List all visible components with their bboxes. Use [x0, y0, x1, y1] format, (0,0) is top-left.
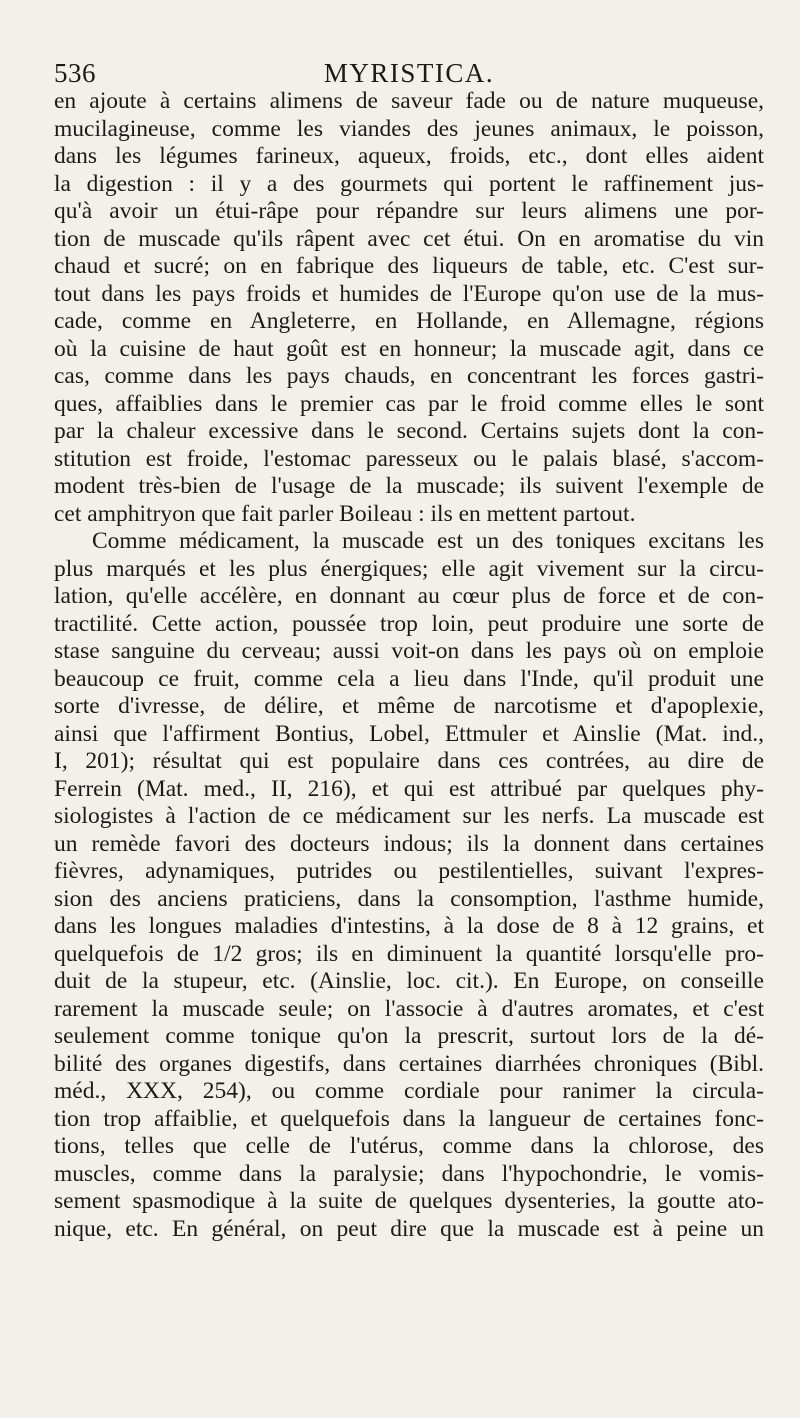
text-line: méd., XXX, 254), ou comme cordiale pour ranimer la circula-	[54, 1078, 764, 1104]
text-line: plus marqués et les plus énergiques; elle agit vivement sur la circu-	[54, 555, 764, 582]
text-line: modent très-bien de l'usage de la muscade; ils suivent l'exemple de	[54, 473, 764, 499]
text-line: Ferrein (Mat. med., II, 216), et qui est attribué par quelques phy-	[54, 775, 764, 802]
text-line: ques, affaiblies dans le premier cas par le froid comme elles le sont	[54, 390, 764, 417]
body-text	[54, 88, 764, 1243]
text-line: tions, telles que celle de l'utérus, comme dans la chlorose, des	[54, 1133, 764, 1159]
text-line: nique, etc. En général, on peut dire que la muscade est à peine un	[54, 1215, 764, 1242]
text-line: stase sanguine du cerveau; aussi voit-on dans les pays où on emploie	[54, 638, 764, 664]
running-title: MYRISTICA.	[323, 58, 495, 88]
text-line: lation, qu'elle accélère, en donnant au cœur plus de force et de con-	[54, 583, 764, 609]
text-line: fièvres, adynamiques, putrides ou pestilentielles, suivant l'expres-	[54, 858, 764, 884]
text-line: un remède favori des docteurs indous; ils la donnent dans certaines	[54, 830, 764, 857]
text-line: Comme médicament, la muscade est un des toniques excitans les	[92, 528, 764, 554]
text-line: cade, comme en Angleterre, en Hollande, en Allemagne, régions	[54, 308, 764, 334]
page-number: 536	[54, 58, 96, 88]
text-line: siologistes à l'action de ce médicament sur les nerfs. La muscade est	[54, 803, 764, 829]
text-line: dans les longues maladies d'intestins, à la dose de 8 à 12 grains, et	[54, 913, 764, 939]
text-line: dans les légumes farineux, aqueux, froids, etc., dont elles aident	[54, 143, 764, 169]
running-head	[54, 44, 764, 88]
text-line: cet amphitryon que fait parler Boileau : ils en mettent partout.	[54, 500, 636, 527]
text-line: mucilagineuse, comme les viandes des jeunes animaux, le poisson,	[54, 115, 764, 142]
text-line: la digestion : il y a des gourmets qui portent le raffinement jus-	[54, 170, 764, 197]
text-line: tractilité. Cette action, poussée trop loin, peut produire une sorte de	[54, 610, 764, 637]
text-line: qu'à avoir un étui-râpe pour répandre sur leurs alimens une por-	[54, 198, 764, 224]
text-line: sement spasmodique à la suite de quelques dysenteries, la goutte ato-	[54, 1188, 764, 1214]
text-line: seulement comme tonique qu'on la prescrit, surtout lors de la dé-	[54, 1023, 764, 1049]
text-line: sorte d'ivresse, de délire, et même de narcotisme et d'apoplexie,	[54, 693, 764, 719]
text-line: rarement la muscade seule; on l'associe à d'autres aromates, et c'est	[54, 995, 764, 1022]
text-line: en ajoute à certains alimens de saveur fade ou de nature muqueuse,	[54, 88, 764, 114]
text-line: par la chaleur excessive dans le second. Certains sujets dont la con-	[54, 418, 764, 444]
text-line: beaucoup ce fruit, comme cela a lieu dans l'Inde, qu'il produit une	[54, 665, 764, 692]
text-line: tion de muscade qu'ils râpent avec cet étui. On en aromatise du vin	[54, 225, 764, 252]
text-line: quelquefois de 1/2 gros; ils en diminuent la quantité lorsqu'elle pro-	[54, 940, 764, 967]
text-line: ainsi que l'affirment Bontius, Lobel, Ettmuler et Ainslie (Mat. ind.,	[54, 720, 764, 747]
text-line: sion des anciens praticiens, dans la consomption, l'asthme humide,	[54, 885, 764, 912]
text-line: duit de la stupeur, etc. (Ainslie, loc. cit.). En Europe, on conseille	[54, 968, 764, 994]
text-line: cas, comme dans les pays chauds, en concentrant les forces gastri-	[54, 363, 764, 389]
text-line: où la cuisine de haut goût est en honneur; la muscade agit, dans ce	[54, 335, 764, 362]
text-line: bilité des organes digestifs, dans certaines diarrhées chroniques (Bibl.	[54, 1050, 764, 1077]
text-line: stitution est froide, l'estomac paresseux ou le palais blasé, s'accom-	[54, 445, 764, 472]
text-line: muscles, comme dans la paralysie; dans l'hypochondrie, le vomis-	[54, 1160, 764, 1187]
text-line: tion trop affaiblie, et quelquefois dans la langueur de certaines fonc-	[54, 1105, 764, 1132]
text-line: I, 201); résultat qui est populaire dans ces contrées, au dire de	[54, 748, 764, 774]
text-line: tout dans les pays froids et humides de l'Europe qu'on use de la mus-	[54, 280, 764, 307]
text-line: chaud et sucré; on en fabrique des liqueurs de table, etc. C'est sur-	[54, 253, 764, 279]
